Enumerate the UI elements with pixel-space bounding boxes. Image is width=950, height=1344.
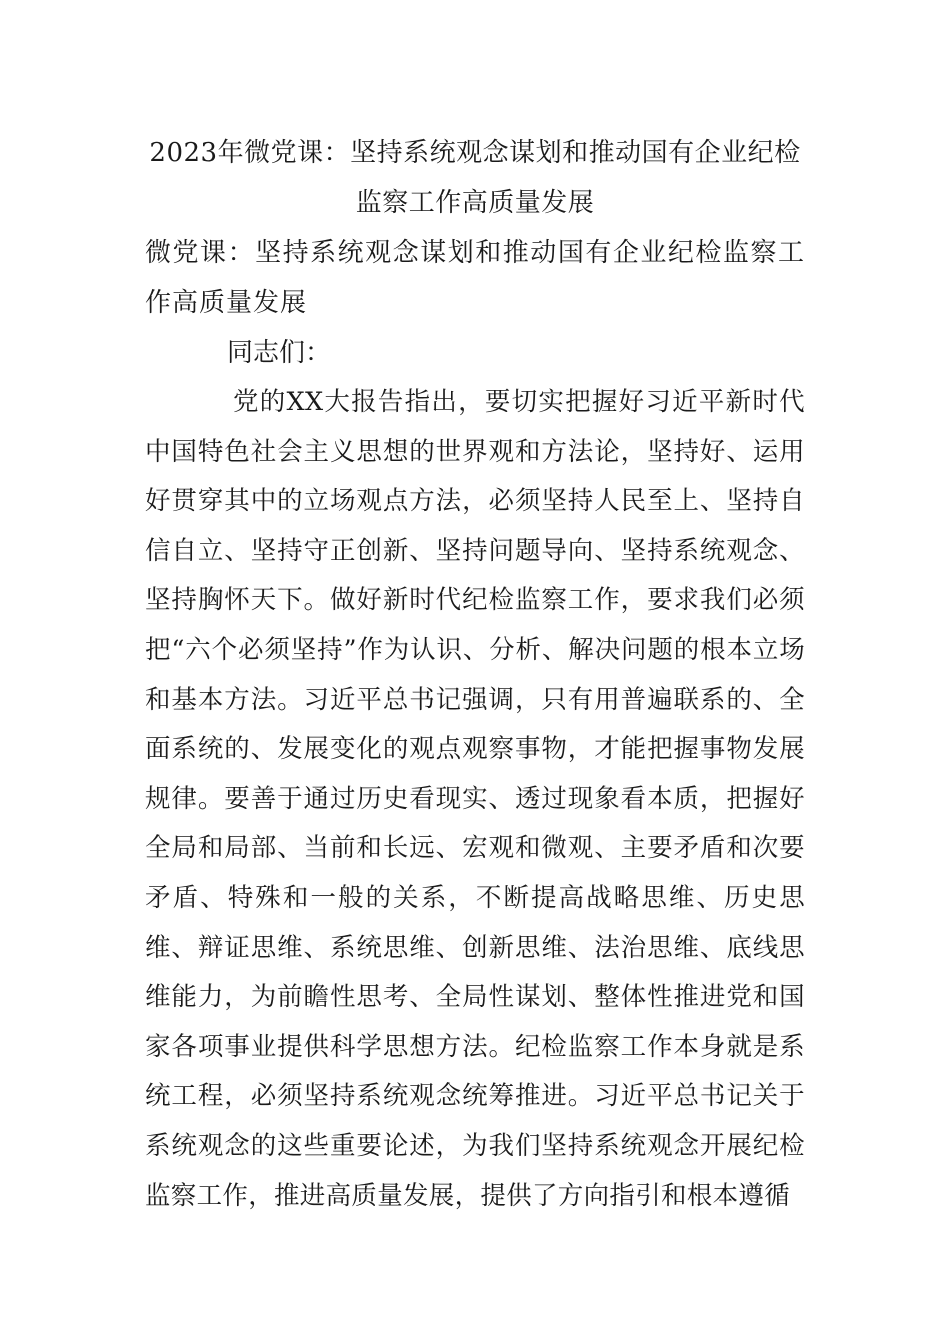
document-title: 2023年微党课：坚持系统观念谋划和推动国有企业纪检监察工作高质量发展 (149, 138, 801, 218)
document-page (145, 128, 805, 1221)
document-subtitle: 微党课：坚持系统观念谋划和推动国有企业纪检监察工作高质量发展 (145, 238, 805, 318)
greeting: 同志们： (227, 338, 332, 368)
body-paragraph: 党的XX大报告指出，要切实把握好习近平新时代中国特色社会主义思想的世界观和方法论，坚持好、运用好贯穿其中的立场观点方法，必须坚持人民至上、坚持自信自立、坚持守正创新、坚持问题导向、坚持系统观念、坚持胸怀天下。做好新时代纪检监察工作，要求我们必须把“六个必须坚持”作为认识、分析、解决问题的根本立场和基本方法。习近平总书记强调，只有用普遍联系的、全面系统的、发展变化的观点观察事物，才能把握事物发展规律。要善于通过历史看现实、透过现象看本质，把握好全局和局部、当前和长远、宏观和微观、主要矛盾和次要矛盾、特殊和一般的关系，不断提高战略思维、历史思维、辩证思维、系统思维、创新思维、法治思维、底线思维能力，为前瞻性思考、全局性谋划、整体性推进党和国家各项事业提供科学思想方法。纪检监察工作本身就是系统工程，必须坚持系统观念统筹推进。习近平总书记关于系统观念的这些重要论述，为我们坚持系统观念开展纪检监察工作，推进高质量发展，提供了方向指引和根本遵循 (145, 387, 805, 1211)
